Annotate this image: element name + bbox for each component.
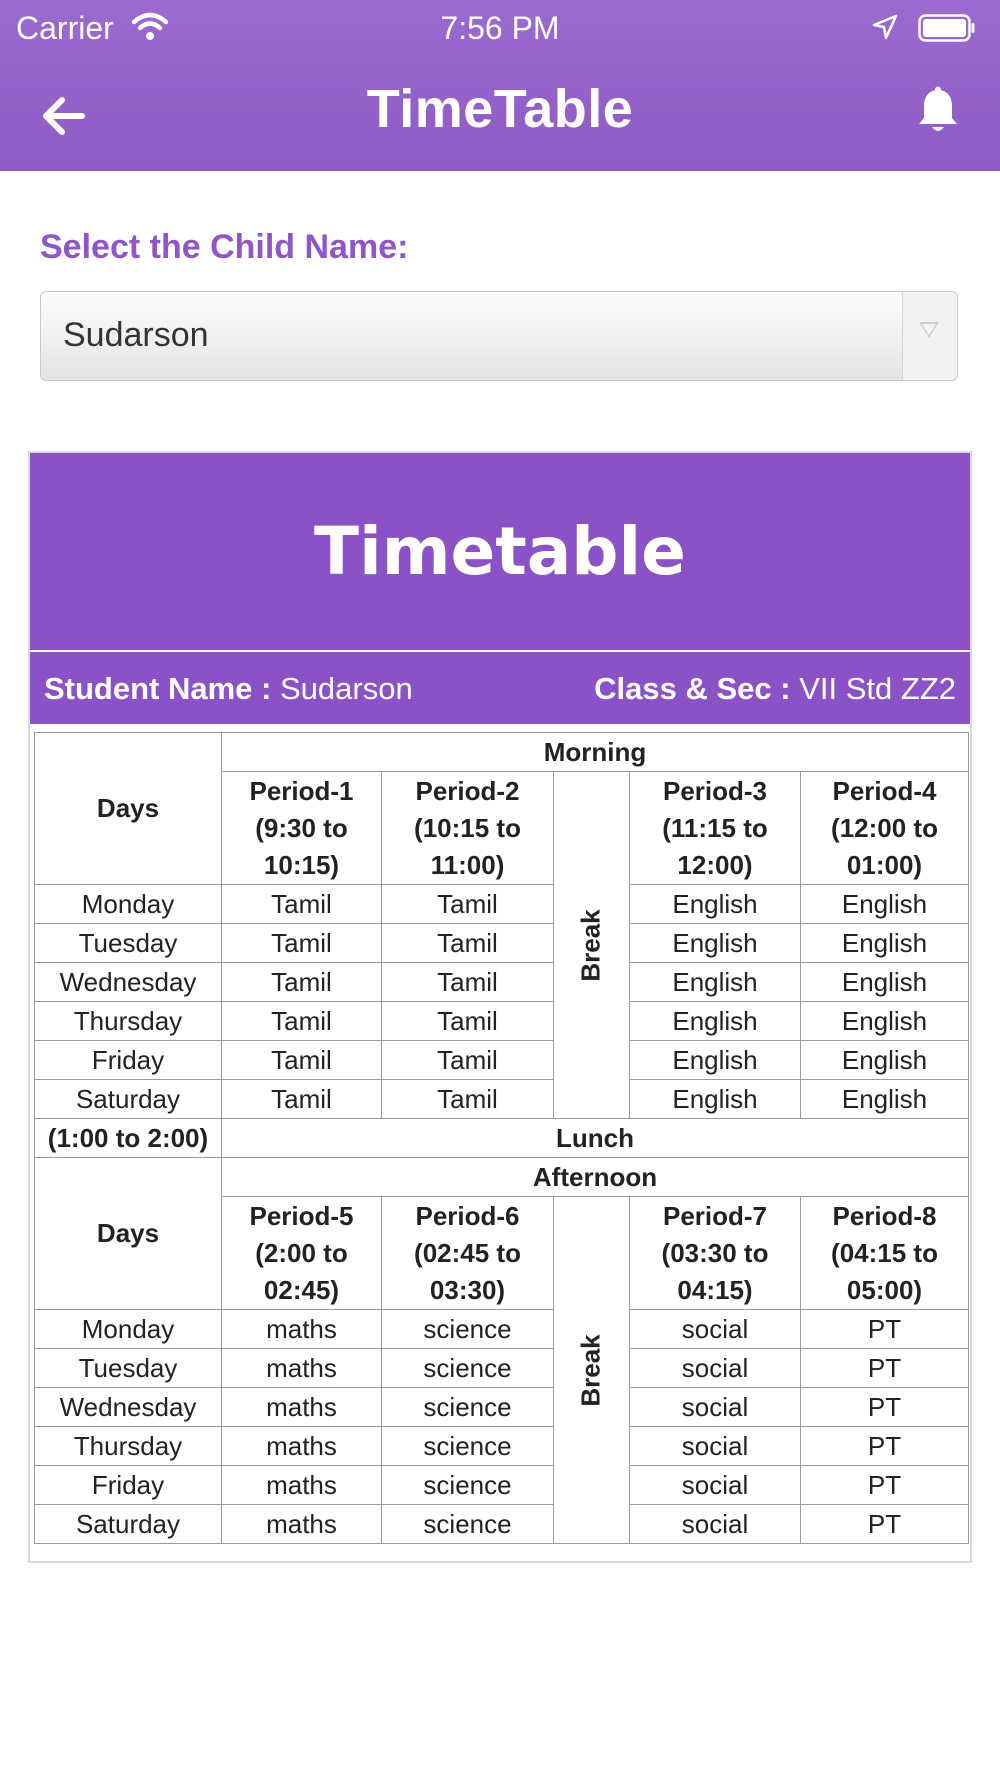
table-row	[35, 1002, 969, 1041]
lunch-time: (1:00 to 2:00)	[35, 1119, 222, 1158]
student-name-value: Sudarson	[279, 671, 413, 706]
table-row	[35, 1388, 969, 1427]
subject-cell: social	[630, 1466, 801, 1505]
subject-cell: English	[801, 885, 969, 924]
subject-cell: English	[630, 1080, 801, 1119]
period-time-start: (11:15 to	[662, 812, 768, 843]
period-time-end: 03:30)	[429, 1274, 506, 1305]
subject-cell: Tamil	[222, 1080, 382, 1119]
subject-cell: Tamil	[222, 885, 382, 924]
subject-cell: Tamil	[382, 885, 554, 924]
period-name: Period-1	[249, 775, 354, 806]
status-time: 7:56 PM	[440, 10, 560, 46]
child-select-value[interactable]: Sudarson	[63, 316, 209, 354]
subject-cell: PT	[801, 1427, 969, 1466]
day-cell: Thursday	[35, 1427, 222, 1466]
carrier-label: Carrier	[16, 10, 114, 46]
day-cell: Tuesday	[35, 924, 222, 963]
period-name: Period-5	[249, 1200, 354, 1231]
period-name: Period-4	[832, 775, 937, 806]
day-cell: Friday	[35, 1041, 222, 1080]
subject-cell: science	[382, 1310, 554, 1349]
day-cell: Friday	[35, 1466, 222, 1505]
day-cell: Saturday	[35, 1505, 222, 1544]
subject-cell: PT	[801, 1466, 969, 1505]
subject-cell: Tamil	[222, 1041, 382, 1080]
timetable-card	[28, 451, 972, 1563]
period-time-start: (12:00 to	[831, 812, 938, 843]
period-name: Period-2	[415, 775, 520, 806]
table-row	[35, 1310, 969, 1349]
class-section-value: VII Std ZZ2	[799, 671, 956, 706]
timetable-grid	[34, 732, 968, 1544]
day-cell: Monday	[35, 885, 222, 924]
day-cell: Saturday	[35, 1080, 222, 1119]
period-header	[382, 772, 554, 885]
subject-cell: Tamil	[382, 1002, 554, 1041]
section-title-row	[35, 733, 969, 772]
period-time-start: (03:30 to	[661, 1237, 769, 1268]
period-header	[630, 772, 801, 885]
period-time-end: 11:00)	[430, 849, 505, 880]
subject-cell: maths	[222, 1310, 382, 1349]
table-row	[35, 1041, 969, 1080]
period-header	[801, 1197, 969, 1310]
days-header: Days	[35, 733, 222, 885]
subject-cell: science	[382, 1505, 554, 1544]
period-header	[630, 1197, 801, 1310]
period-header	[382, 1197, 554, 1310]
subject-cell: PT	[801, 1505, 969, 1544]
day-cell: Monday	[35, 1310, 222, 1349]
period-header	[801, 772, 969, 885]
period-header	[222, 772, 382, 885]
subject-cell: Tamil	[382, 924, 554, 963]
page-title: TimeTable	[366, 79, 634, 139]
child-select-dropdown[interactable]	[40, 291, 958, 381]
section-title: Afternoon	[222, 1158, 969, 1197]
status-bar	[0, 6, 1000, 56]
subject-cell: maths	[222, 1349, 382, 1388]
section-title: Morning	[222, 733, 969, 772]
student-name-label: Student Name :	[44, 671, 272, 706]
period-time-end: 01:00)	[846, 849, 923, 880]
period-time-start: (04:15 to	[831, 1237, 938, 1268]
subject-cell: English	[630, 885, 801, 924]
table-row	[35, 1349, 969, 1388]
student-info-bar	[30, 652, 970, 724]
period-name: Period-3	[662, 775, 768, 806]
break-column	[554, 1197, 630, 1544]
subject-cell: English	[801, 1002, 969, 1041]
period-name: Period-6	[415, 1200, 520, 1231]
subject-cell: PT	[801, 1388, 969, 1427]
period-time-end: 10:15)	[263, 849, 340, 880]
child-select-label: Select the Child Name:	[40, 228, 409, 266]
section-title-row	[35, 1158, 969, 1197]
day-cell: Wednesday	[35, 1388, 222, 1427]
period-time-end: 05:00)	[846, 1274, 923, 1305]
subject-cell: maths	[222, 1505, 382, 1544]
break-label: Break	[576, 908, 606, 982]
subject-cell: English	[801, 1080, 969, 1119]
subject-cell: Tamil	[222, 924, 382, 963]
period-time-start: (2:00 to	[255, 1237, 348, 1268]
table-row	[35, 924, 969, 963]
lunch-label: Lunch	[222, 1119, 969, 1158]
day-cell: Thursday	[35, 1002, 222, 1041]
subject-cell: social	[630, 1427, 801, 1466]
subject-cell: science	[382, 1388, 554, 1427]
subject-cell: science	[382, 1349, 554, 1388]
subject-cell: social	[630, 1388, 801, 1427]
table-row	[35, 963, 969, 1002]
period-time-start: (10:15 to	[414, 812, 521, 843]
subject-cell: maths	[222, 1388, 382, 1427]
subject-cell: Tamil	[382, 963, 554, 1002]
period-name: Period-8	[832, 1200, 937, 1231]
subject-cell: maths	[222, 1427, 382, 1466]
table-row	[35, 1080, 969, 1119]
period-time-end: 02:45)	[263, 1274, 340, 1305]
top-bar	[0, 0, 1000, 171]
subject-cell: social	[630, 1505, 801, 1544]
period-time-start: (9:30 to	[255, 812, 348, 843]
subject-cell: English	[801, 924, 969, 963]
student-name	[44, 671, 413, 707]
period-name: Period-7	[662, 1200, 768, 1231]
chevron-down-icon[interactable]	[902, 292, 957, 380]
class-section-label: Class & Sec :	[594, 671, 791, 706]
timetable-table	[34, 732, 969, 1544]
subject-cell: maths	[222, 1466, 382, 1505]
subject-cell: science	[382, 1466, 554, 1505]
break-label: Break	[576, 1333, 606, 1407]
subject-cell: English	[630, 1002, 801, 1041]
subject-cell: English	[630, 963, 801, 1002]
subject-cell: English	[801, 963, 969, 1002]
timetable-title: Timetable	[30, 453, 970, 650]
table-row	[35, 885, 969, 924]
battery-icon	[918, 14, 976, 42]
days-header: Days	[35, 1158, 222, 1310]
period-header	[222, 1197, 382, 1310]
subject-cell: Tamil	[382, 1041, 554, 1080]
nav-bar	[0, 60, 1000, 160]
subject-cell: English	[630, 1041, 801, 1080]
subject-cell: English	[801, 1041, 969, 1080]
subject-cell: Tamil	[222, 963, 382, 1002]
subject-cell: social	[630, 1349, 801, 1388]
day-cell: Wednesday	[35, 963, 222, 1002]
table-row	[35, 1466, 969, 1505]
subject-cell: Tamil	[382, 1080, 554, 1119]
bell-icon[interactable]	[916, 86, 960, 136]
table-row	[35, 1505, 969, 1544]
lunch-row	[35, 1119, 969, 1158]
break-column	[554, 772, 630, 1119]
period-time-end: 12:00)	[677, 849, 753, 880]
period-time-end: 04:15)	[677, 1274, 753, 1305]
subject-cell: Tamil	[222, 1002, 382, 1041]
subject-cell: English	[630, 924, 801, 963]
subject-cell: science	[382, 1427, 554, 1466]
subject-cell: PT	[801, 1310, 969, 1349]
day-cell: Tuesday	[35, 1349, 222, 1388]
subject-cell: social	[630, 1310, 801, 1349]
table-row	[35, 1427, 969, 1466]
location-arrow-icon	[872, 14, 898, 40]
subject-cell: PT	[801, 1349, 969, 1388]
period-time-start: (02:45 to	[414, 1237, 521, 1268]
class-section	[594, 671, 956, 707]
